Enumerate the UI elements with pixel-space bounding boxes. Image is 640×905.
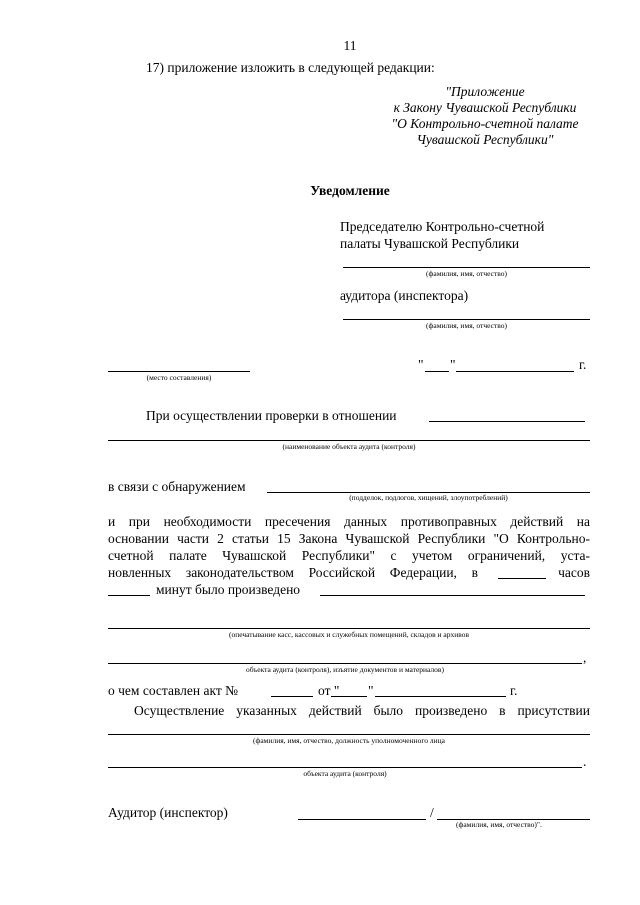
paragraph-line-2: основании части 2 статьи 15 Закона Чувашской Республики "О Контрольно- [108,531,590,546]
object-line-period: . [583,754,587,769]
act-day-line [331,696,367,697]
addressee-line-1: Председателю Контрольно-счетной [340,219,545,234]
chairman-name-caption: (фамилия, имя, отчество) [426,269,507,278]
date-day-line [425,371,449,372]
auditor-label: аудитора (инспектора) [340,288,469,303]
seizure-line [108,663,582,664]
date-year-suffix: г. [579,357,587,372]
official-line [108,734,590,735]
date-month-line [456,371,574,372]
found-text: в связи с обнаружением [108,479,246,494]
official-caption: (фамилия, имя, отчество, должность уполномоченного лица [253,736,445,745]
signature-slash: / [430,805,434,820]
minutes-text: минут было произведено [156,582,301,597]
found-caption: (подделок, подлогов, хищений, злоупотреблений) [349,493,508,502]
auditor-name-caption: (фамилия, имя, отчество) [426,321,507,330]
seizure-caption: объекта аудита (контроля), изъятие документов и материалов) [246,665,444,674]
appendix-line-4: Чувашской Республики" [416,132,554,147]
inspection-object-line [429,421,585,422]
paragraph-line-1: и при необходимости пресечения данных противоправных действий на [108,514,590,529]
notice-title: Уведомление [310,183,390,198]
hours-label: часов [558,565,590,580]
paragraph-line-3: счетной палате Чувашской Республики" с учетом ограничений, уста- [108,548,590,563]
act-month-line [375,696,506,697]
action-line [320,595,585,596]
addressee-line-2: палаты Чувашской Республики [340,236,520,251]
sealing-caption: (опечатывание касс, кассовых и служебных помещений, складов и архивов [228,630,469,639]
appendix-line-1: "Приложение [445,84,525,99]
presence-text: Осуществление указанных действий было произведено в присутствии [134,703,590,718]
sealing-line [108,628,590,629]
place-line [108,371,250,372]
act-from: от " [318,683,340,698]
signature-label: Аудитор (инспектор) [108,805,228,820]
appendix-line-2: к Закону Чувашской Республики [393,100,577,115]
seizure-comma: , [583,650,587,665]
act-quote-close: " [368,683,374,698]
act-text: о чем составлен акт № [108,683,239,698]
inspection-text: При осуществлении проверки в отношении [146,408,397,423]
place-caption: (место составления) [146,373,212,382]
act-number-line [271,696,313,697]
minutes-line [108,595,150,596]
object-line-2 [108,767,582,768]
date-quote-close: " [450,357,456,372]
object-caption-2: объекта аудита (контроля) [303,769,387,778]
paragraph-line-4: новленных законодательством Российской Федерации, в [108,565,478,580]
auditor-name-line [343,319,590,320]
object-name-line [108,440,590,441]
date-quote-open: " [418,357,424,372]
act-year: г. [510,683,518,698]
appendix-line-3: "О Контрольно-счетной палате [391,116,579,131]
signature-caption: (фамилия, имя, отчество)". [456,820,542,829]
page-number: 11 [343,38,357,53]
chairman-name-line [343,267,590,268]
hours-line [498,578,546,579]
amendment-intro: 17) приложение изложить в следующей редакции: [146,60,435,75]
object-name-caption: (наименование объекта аудита (контроля) [282,442,416,451]
signature-line [298,819,426,820]
